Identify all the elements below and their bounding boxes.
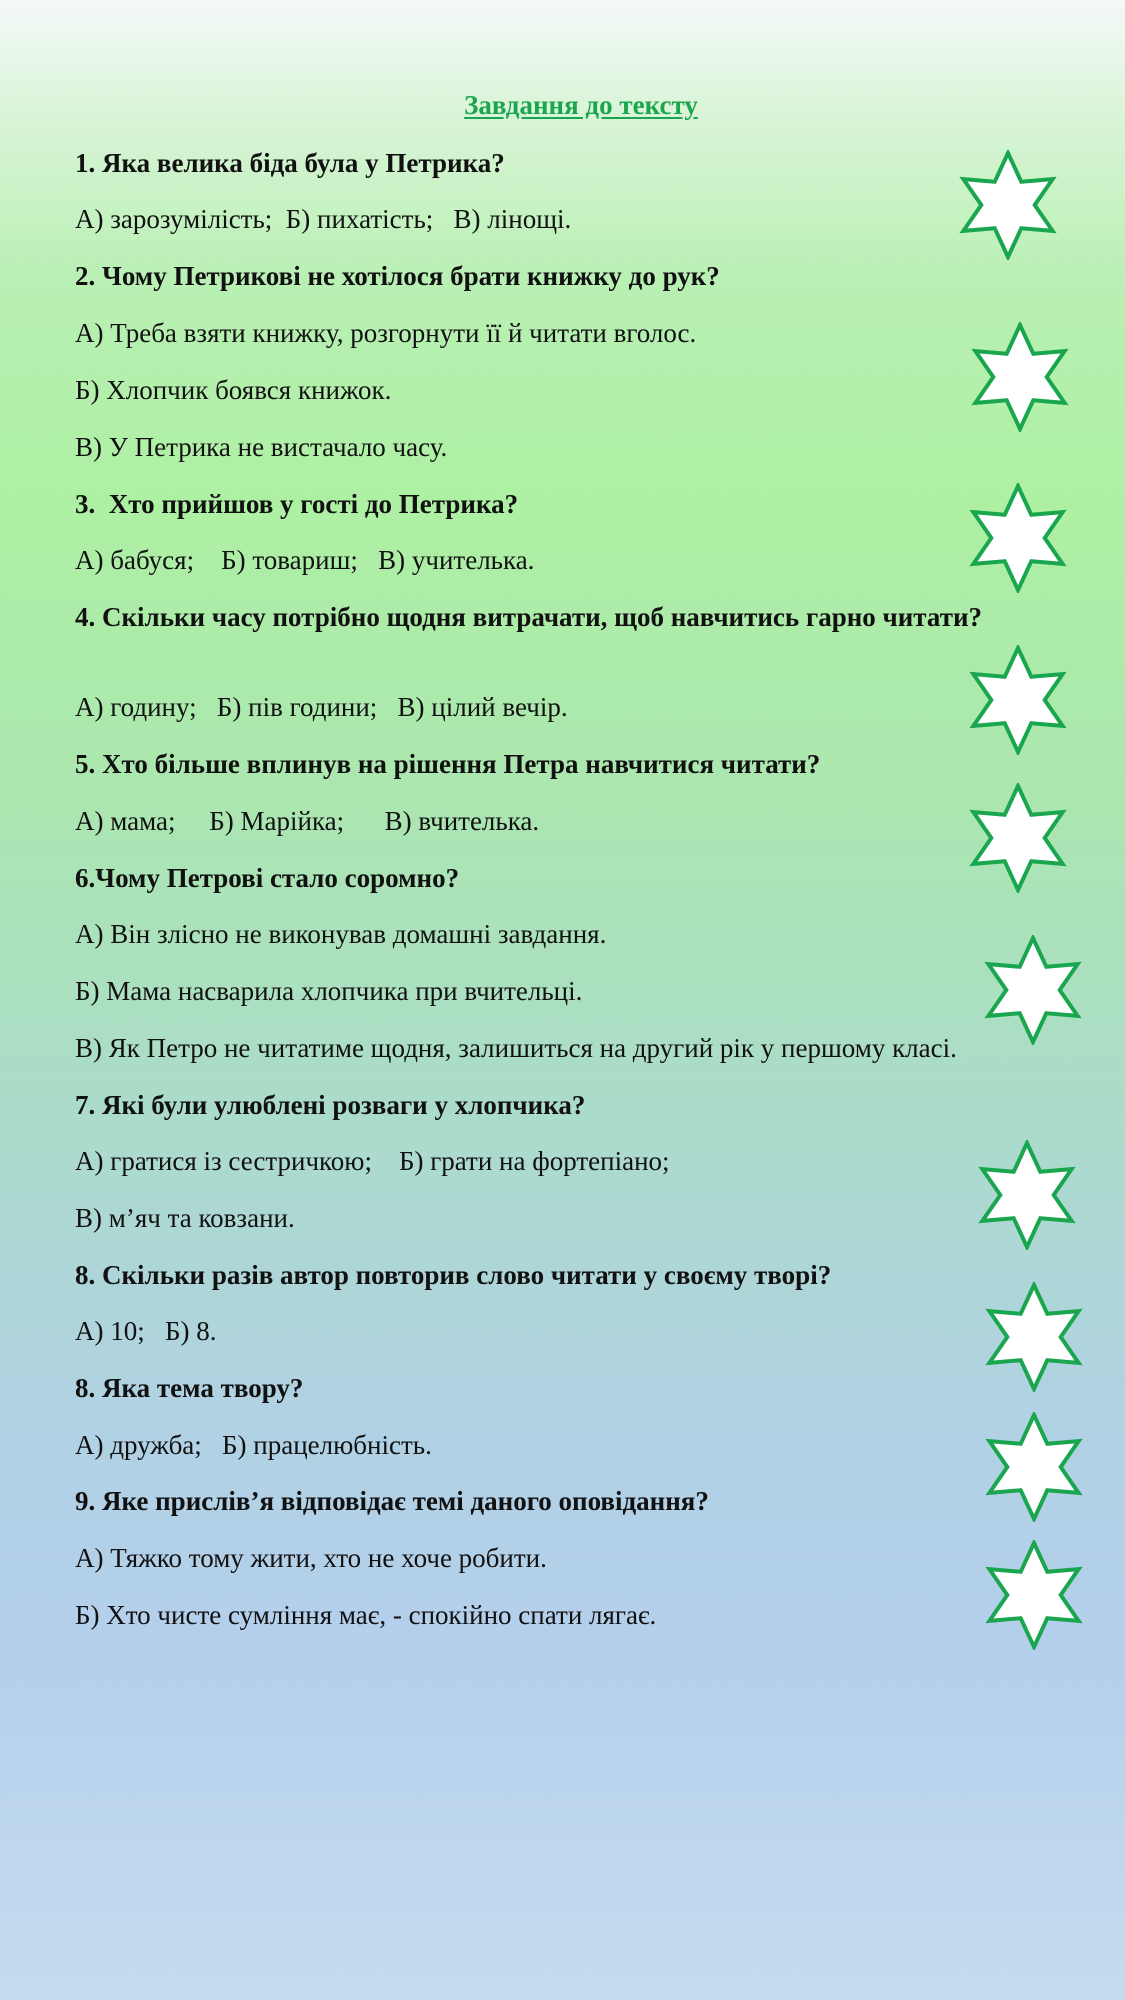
question-8-answers: А) 10; Б) 8. [75,1316,217,1346]
question-7-answer-a: А) гратися із сестричкою; Б) грати на фортепіано; [75,1146,670,1176]
six-pointed-star-icon [958,150,1058,260]
six-pointed-star-icon [970,322,1070,432]
six-pointed-star-icon [984,1282,1084,1392]
question-5: 5. Хто більше вплинув на рішення Петра навчитися читати? [75,749,821,779]
question-1: 1. Яка велика біда була у Петрика? [75,148,505,178]
question-4-answers: А) годину; Б) пів години; В) цілий вечір. [75,692,568,722]
six-pointed-star-icon [983,935,1083,1045]
question-theme: 8. Яка тема твору? [75,1373,304,1403]
question-7-answer-b: В) м’яч та ковзани. [75,1203,295,1233]
question-9-answer-a: А) Тяжко тому жити, хто не хоче робити. [75,1543,547,1573]
page-title: Завдання до тексту [464,90,698,120]
question-1-answers: А) зарозумілість; Б) пихатість; В) лінощі. [75,204,572,234]
question-2-answer-c: В) У Петрика не вистачало часу. [75,432,448,462]
question-6-answer-a: А) Він злісно не виконував домашні завдання. [75,919,607,949]
question-theme-answers: А) дружба; Б) працелюбність. [75,1430,432,1460]
question-5-answers: А) мама; Б) Марійка; В) вчителька. [75,806,540,836]
question-9-answer-b: Б) Хто чисте сумління має, - спокійно спати лягає. [75,1600,657,1630]
question-9: 9. Яке прислів’я відповідає темі даного оповідання? [75,1486,709,1516]
six-pointed-star-icon [977,1140,1077,1250]
question-3: 3. Хто прийшов у гості до Петрика? [75,489,519,519]
question-2-answer-a: А) Треба взяти книжку, розгорнути її й читати вголос. [75,318,697,348]
six-pointed-star-icon [984,1412,1084,1522]
six-pointed-star-icon [984,1540,1084,1650]
question-6: 6.Чому Петрові стало соромно? [75,863,460,893]
question-7: 7. Які були улюблені розваги у хлопчика? [75,1090,586,1120]
six-pointed-star-icon [968,483,1068,593]
question-8: 8. Скільки разів автор повторив слово читати у своєму творі? [75,1260,832,1290]
question-2-answer-b: Б) Хлопчик боявся книжок. [75,375,392,405]
question-6-answer-b: Б) Мама насварила хлопчика при вчительці. [75,976,583,1006]
question-4: 4. Скільки часу потрібно щодня витрачати, щоб навчитись гарно читати? [75,602,983,632]
question-2: 2. Чому Петрикові не хотілося брати книжку до рук? [75,261,720,291]
question-6-answer-c: В) Як Петро не читатиме щодня, залишиться на другий рік у першому класі. [75,1033,957,1063]
question-3-answers: А) бабуся; Б) товариш; В) учителька. [75,545,535,575]
six-pointed-star-icon [968,645,1068,755]
six-pointed-star-icon [968,783,1068,893]
